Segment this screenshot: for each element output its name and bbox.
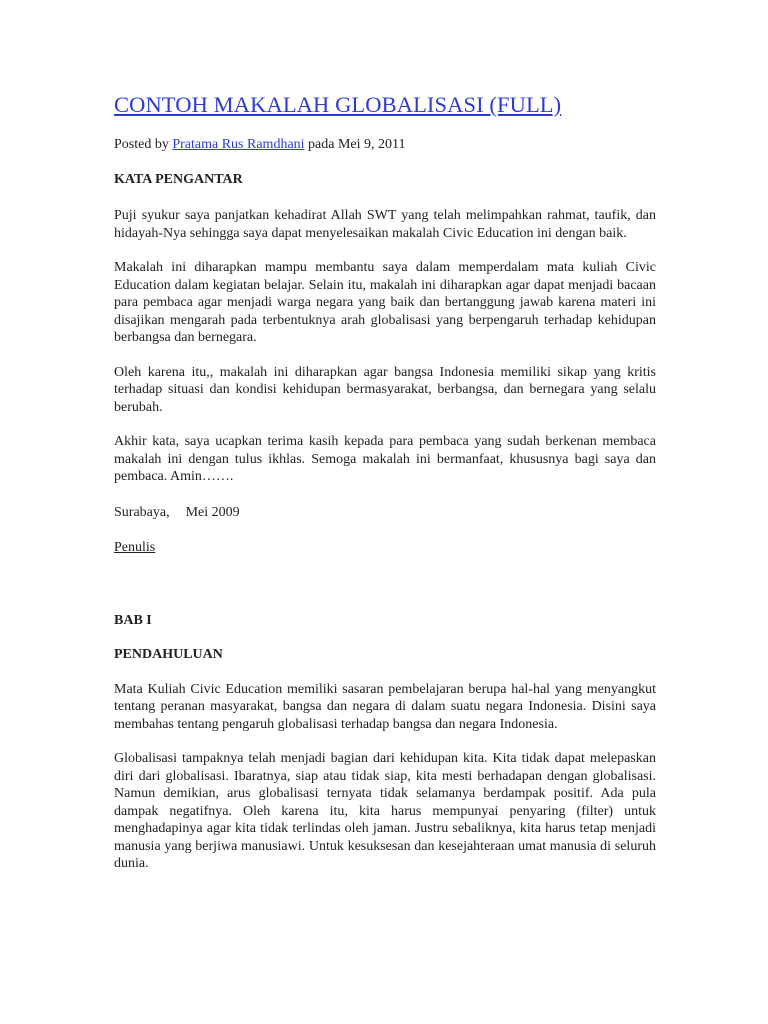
byline-date: pada Mei 9, 2011 (304, 137, 406, 152)
byline (114, 136, 656, 154)
pendahuluan-heading: PENDAHULUAN (114, 647, 223, 662)
kata-pengantar-paragraph: Puji syukur saya panjatkan kehadirat Allah SWT yang telah melimpahkan rahmat, taufik, dan hidayah-Nya sehingga saya dapat menyelesaikan makalah Civic Education ini dengan baik. (114, 208, 656, 241)
signature-penulis: Penulis (114, 540, 156, 555)
document-page (114, 92, 656, 873)
byline-prefix: Posted by (114, 137, 173, 152)
kata-pengantar-heading: KATA PENGANTAR (114, 171, 243, 187)
place-date-line (114, 504, 656, 522)
kata-pengantar-paragraph: Akhir kata, saya ucapkan terima kasih kepada para pembaca yang sudah berkenan membaca makalah ini dengan tulus ikhlas. Semoga makalah ini bermanfaat, khususnya bagi saya dan pembaca. Amin……. (114, 434, 656, 484)
bab-heading: BAB I (114, 612, 152, 628)
kata-pengantar-paragraph: Oleh karena itu,, makalah ini diharapkan agar bangsa Indonesia memiliki sikap yang kritis terhadap situasi dan kondisi kehidupan bermasyarakat, berbangsa, dan bernegara yang selalu berubah. (114, 364, 656, 415)
date: Mei 2009 (185, 504, 240, 520)
kata-pengantar-paragraph: Makalah ini diharapkan mampu membantu saya dalam memperdalam mata kuliah Civic Education dalam kegiatan belajar. Selain itu, makalah ini diharapkan agar dapat menjadi bacaan para pembaca agar menjadi warga negara yang baik dan bertanggung jawab karena materi ini disajikan mengarah pada terbentuknya arah globalisasi yang berpengaruh terhadap kehidupan berbangsa dan bernegara. (114, 260, 656, 345)
place: Surabaya, (114, 504, 170, 520)
article-title[interactable]: CONTOH MAKALAH GLOBALISASI (FULL) (114, 92, 562, 117)
author-link[interactable]: Pratama Rus Ramdhani (172, 137, 305, 152)
pendahuluan-paragraph: Mata Kuliah Civic Education memiliki sasaran pembelajaran berupa hal-hal yang menyangkut tentang peranan masyarakat, bangsa dan negara di dalam suatu negara Indonesia. Disini saya membahas tentang pengaruh globalisasi terhadap bangsa dan negara Indonesia. (114, 681, 656, 732)
pendahuluan-paragraph: Globalisasi tampaknya telah menjadi bagian dari kehidupan kita. Kita tidak dapat melepaskan diri dari globalisasi. Ibaratnya, siap atau tidak siap, kita mesti berhadapan dengan globalisasi. Namun demikian, arus globalisasi ternyata tidak selamanya berdampak positif. Ada pula dampak negatifnya. Oleh karena itu, kita harus mempunyai penyaring (filter) untuk menghadapinya agar kita tidak terlindas oleh jaman. Justru sebaliknya, kita harus tetap menjadi manusia yang berjiwa manusiawi. Untuk kesuksesan dan kesejahteraan umat manusia di seluruh dunia. (114, 751, 656, 871)
